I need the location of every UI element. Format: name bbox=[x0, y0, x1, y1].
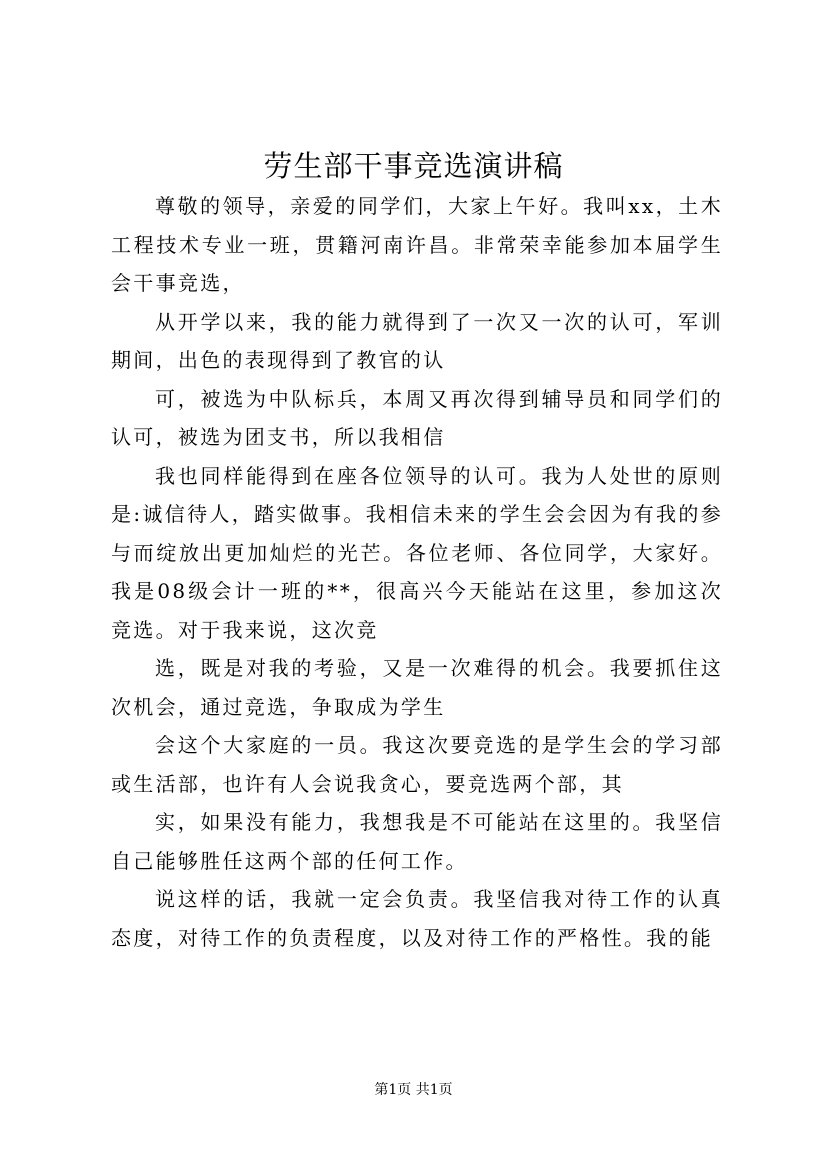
paragraph-8: 说这样的话，我就一定会负责。我坚信我对待工作的认真态度，对待工作的负责程度，以及对待工作的严格性。我的能 bbox=[111, 887, 723, 950]
paragraph-6: 会这个大家庭的一员。我这次要竞选的是学生会的学习部或生活部，也许有人会说我贪心，要竞选两个部，其 bbox=[111, 733, 723, 796]
paragraph-1: 尊敬的领导，亲爱的同学们，大家上午好。我叫xx，土木工程技术专业一班，贯籍河南许昌。非常荣幸能参加本届学生会干事竞选， bbox=[111, 194, 723, 295]
document-title: 劳生部干事竞选演讲稿 bbox=[263, 149, 564, 183]
paragraph-3: 可，被选为中队标兵，本周又再次得到辅导员和同学们的认可，被选为团支书，所以我相信 bbox=[111, 386, 723, 449]
paragraph-4: 我也同样能得到在座各位领导的认可。我为人处世的原则是:诚信待人，踏实做事。我相信未来的学生会会因为有我的参与而绽放出更加灿烂的光芒。各位老师、各位同学，大家好。我是08级会计一班的**，很高兴今天能站在这里，参加这次竞选。对于我来说，这次竞 bbox=[111, 463, 723, 642]
paragraph-7: 实，如果没有能力，我想我是不可能站在这里的。我坚信自己能够胜任这两个部的任何工作。 bbox=[111, 810, 723, 873]
paragraph-2: 从开学以来，我的能力就得到了一次又一次的认可，军训期间，出色的表现得到了教官的认 bbox=[111, 309, 723, 372]
page-footer: 第1页 共1页 bbox=[374, 1082, 453, 1098]
document-body bbox=[111, 187, 723, 957]
paragraph-5: 选，既是对我的考验，又是一次难得的机会。我要抓住这次机会，通过竞选，争取成为学生 bbox=[111, 656, 723, 719]
